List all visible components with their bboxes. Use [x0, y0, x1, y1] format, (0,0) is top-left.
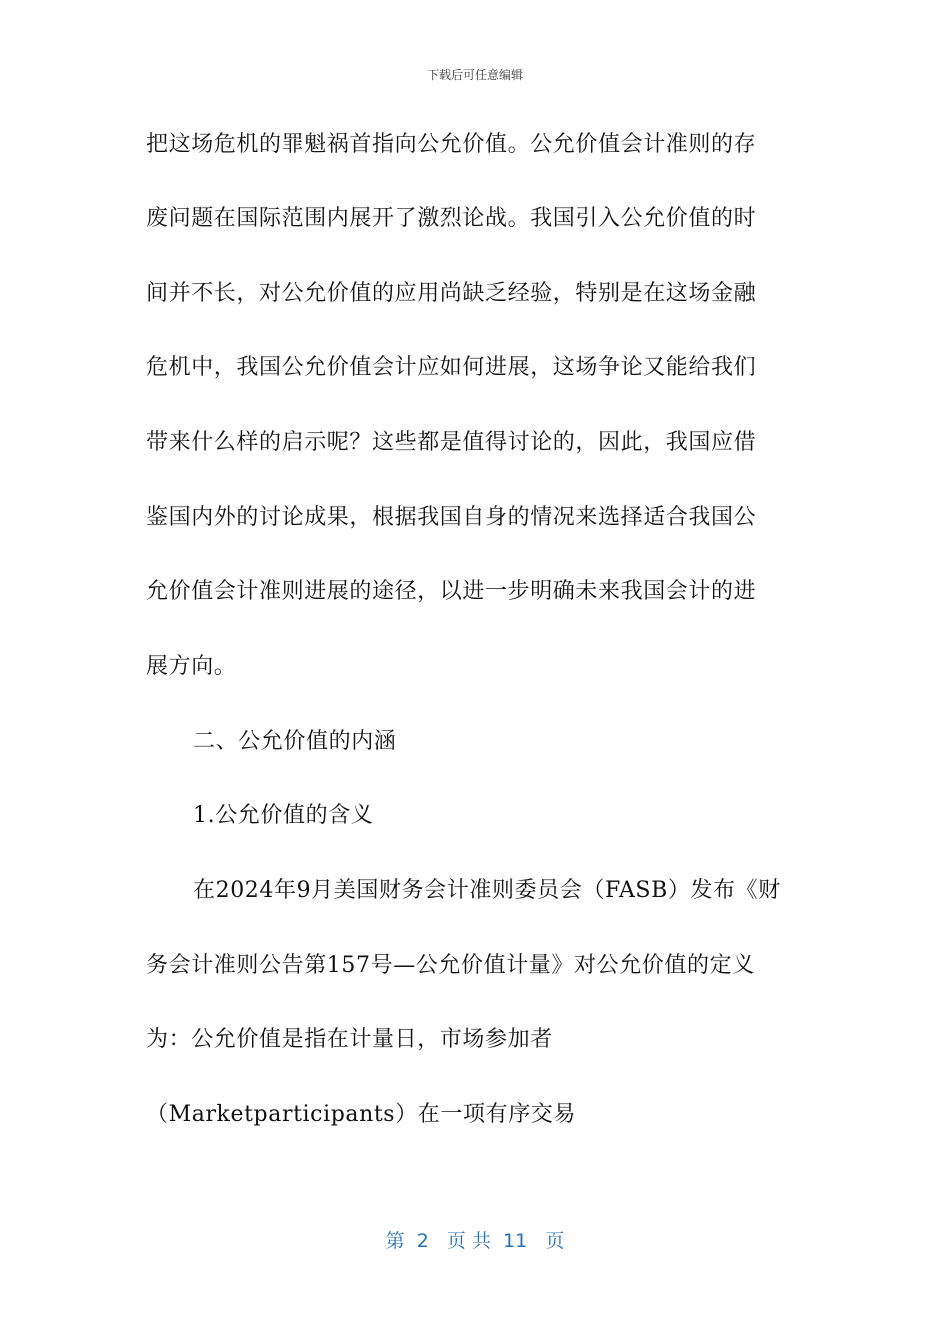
text-line: 废问题在国际范围内展开了激烈论战。我国引入公允价值的时	[146, 206, 757, 231]
text-line: 把这场危机的罪魁祸首指向公允价值。公允价值会计准则的存	[146, 132, 757, 157]
text-line: 展方向。	[146, 654, 237, 679]
text-line: 危机中，我国公允价值会计应如何进展，这场争论又能给我们	[146, 355, 757, 380]
text-line: 为：公允价值是指在计量日，市场参加者	[146, 1027, 553, 1052]
text-line: 鉴国内外的讨论成果，根据我国自身的情况来选择适合我国公	[146, 505, 757, 530]
text-line: 在2024年9月美国财务会计准则委员会（FASB）发布《财	[193, 878, 781, 903]
subsection-heading: 1.公允价值的含义	[193, 803, 374, 828]
page-number-footer: 第 2 页 共 11 页	[385, 1230, 565, 1252]
section-heading: 二、公允价值的内涵	[193, 729, 397, 754]
text-line: 允价值会计准则进展的途径，以进一步明确未来我国会计的进	[146, 579, 757, 604]
text-line: 务会计准则公告第157号—公允价值计量》对公允价值的定义	[146, 953, 755, 978]
header-note: 下载后可任意编辑	[426, 68, 523, 82]
text-line: 带来什么样的启示呢？这些都是值得讨论的，因此，我国应借	[146, 430, 757, 455]
text-line: 间并不长，对公允价值的应用尚缺乏经验，特别是在这场金融	[146, 281, 757, 306]
text-line: （Marketparticipants）在一项有序交易	[146, 1102, 577, 1127]
